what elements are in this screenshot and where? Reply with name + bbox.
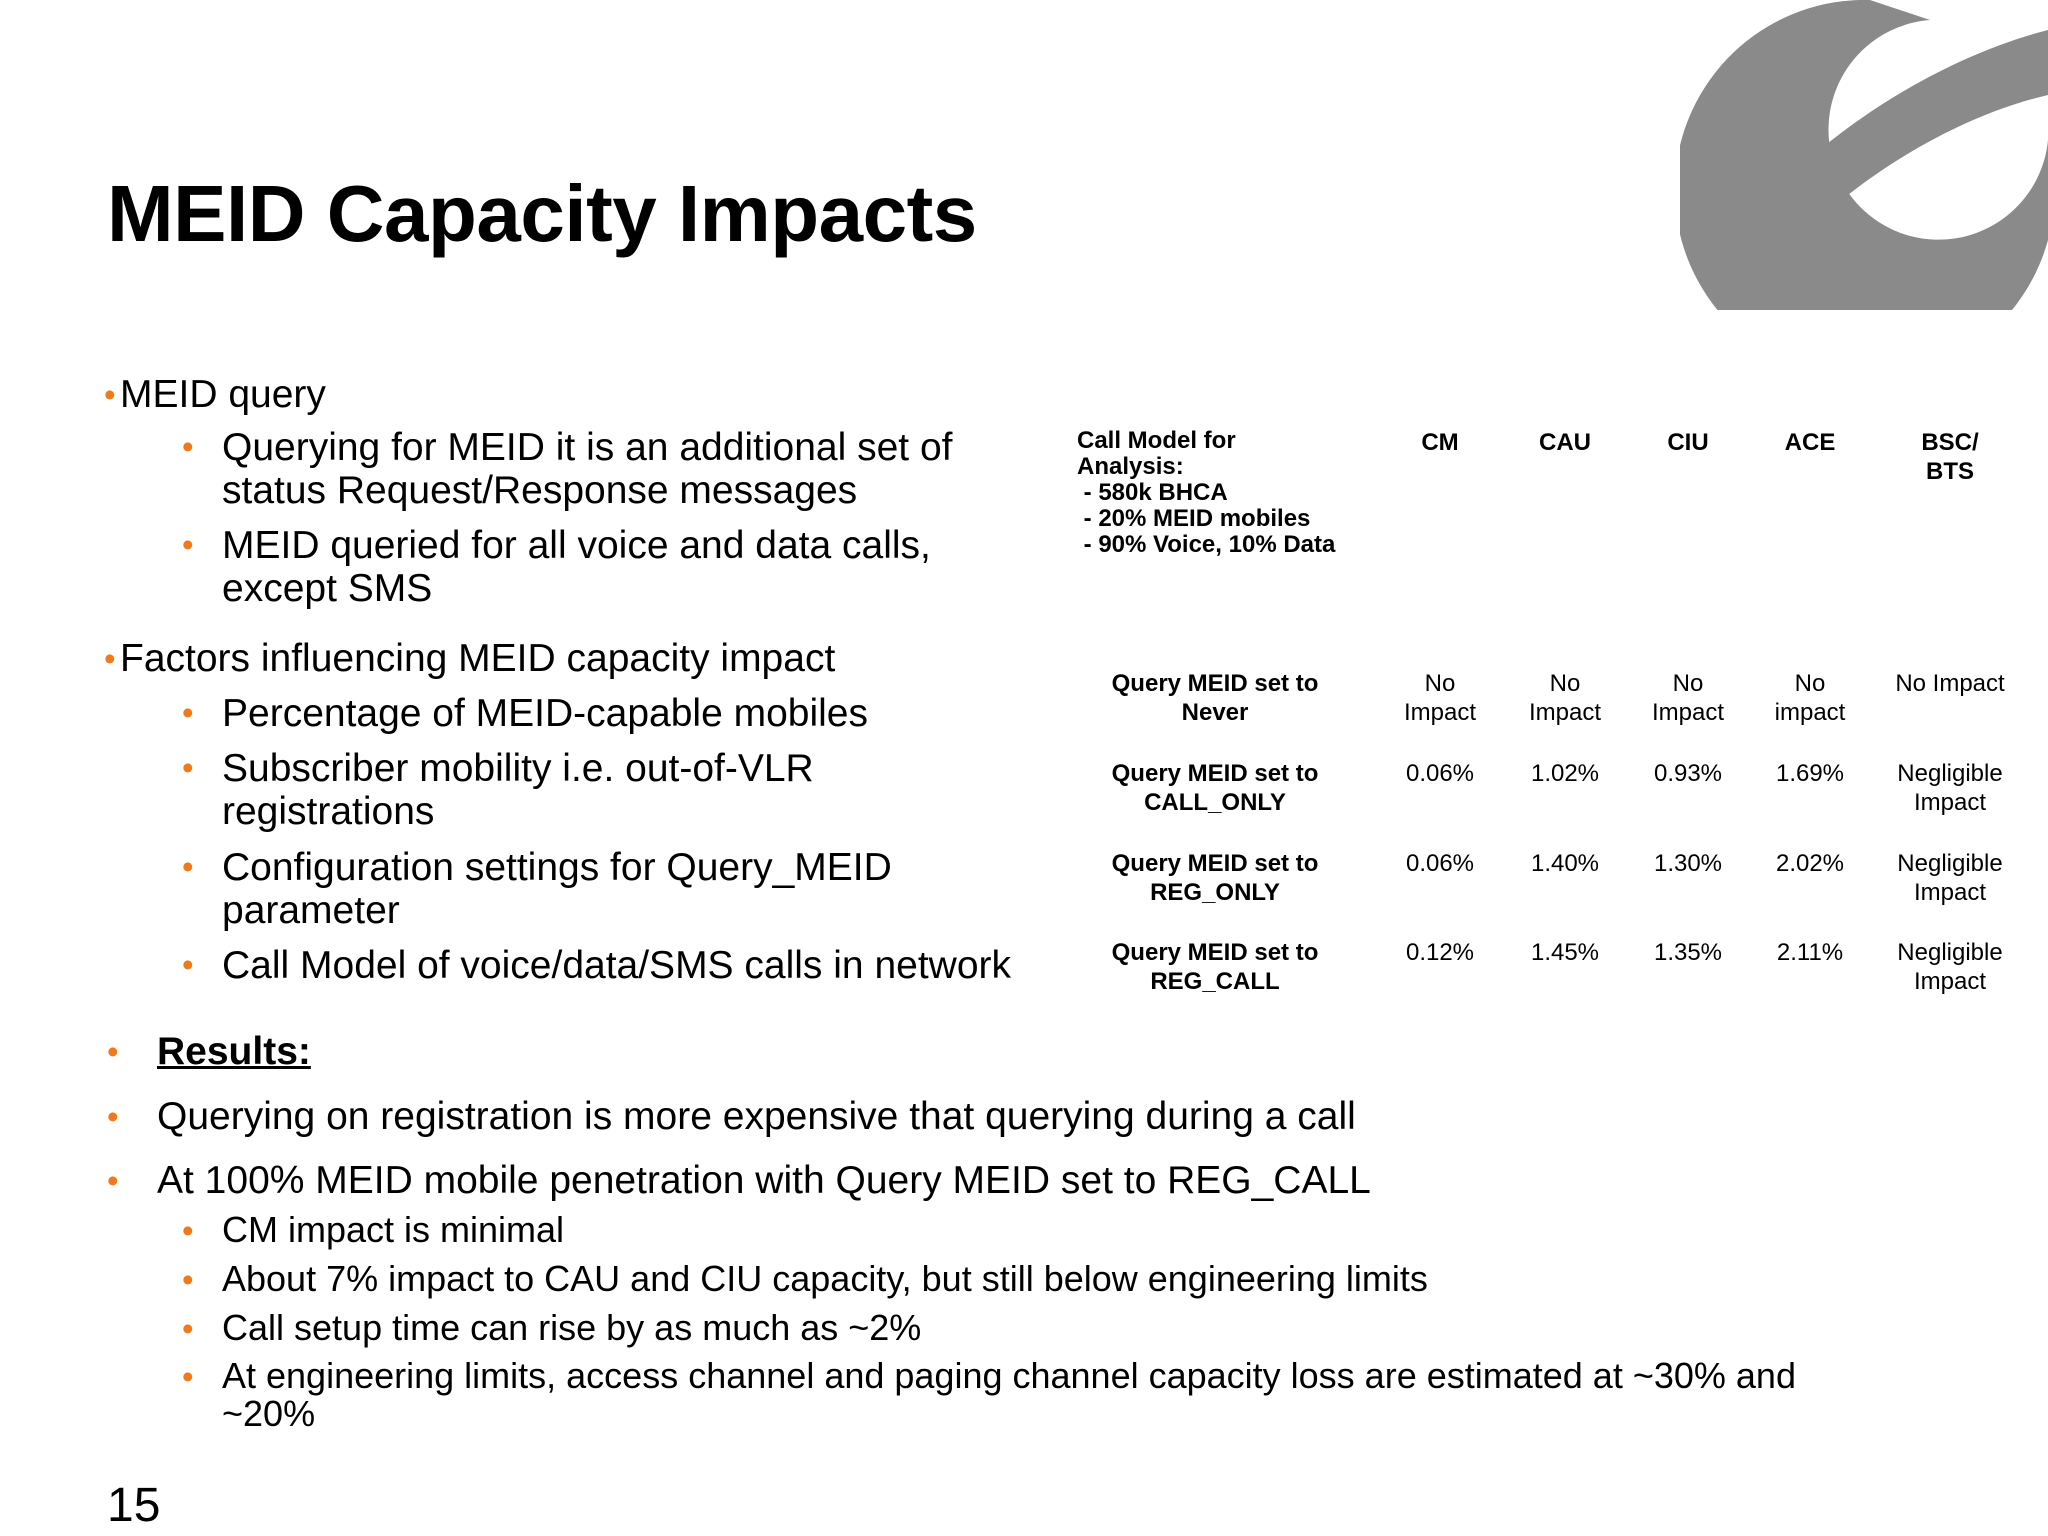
table-cell: No Impact (1403, 670, 1477, 726)
col-header-cm: CM (1421, 429, 1459, 456)
company-logo (1680, 0, 2048, 310)
sub-bullet: Subscriber mobility i.e. out-of-VLR (222, 747, 814, 790)
table-cell: 0.06% (1405, 760, 1475, 787)
row-label: Query MEID set to Never (1111, 670, 1319, 726)
bullet-factors: Factors influencing MEID capacity impact (120, 637, 836, 680)
table-cell: Negligible Impact (1897, 760, 2003, 816)
page-number: 15 (107, 1479, 161, 1532)
results-item: At 100% MEID mobile penetration with Query MEID set to REG_CALL (157, 1159, 1371, 1202)
table-cell: No Impact (1895, 670, 2005, 697)
sub-bullet: Configuration settings for Query_MEID (222, 846, 892, 889)
col-header-ciu: CIU (1667, 429, 1709, 456)
table-cell: No Impact (1528, 670, 1602, 726)
results-heading: Results: (157, 1030, 311, 1073)
row-label: Query MEID set to CALL_ONLY (1111, 760, 1319, 816)
call-model-label: Call Model for Analysis: - 580k BHCA - 20% MEID mobiles - 90% Voice, 10% Data (1077, 427, 1336, 558)
bullet-dot: • (104, 640, 116, 677)
sub-bullet-cont: registrations (222, 790, 435, 833)
sub-bullet: MEID queried for all voice and data calls, (222, 524, 931, 567)
results-sub-item: CM impact is minimal (222, 1209, 565, 1250)
bullet-dot: • (104, 376, 116, 413)
bullet-dot: • (182, 1212, 194, 1249)
col-header-ace: ACE (1784, 429, 1836, 456)
table-cell: 1.40% (1530, 850, 1600, 877)
results-item: Querying on registration is more expensive that querying during a call (157, 1095, 1356, 1138)
table-cell: 1.69% (1775, 760, 1845, 787)
table-cell: 2.11% (1776, 939, 1844, 966)
results-sub-item: Call setup time can rise by as much as ~2% (222, 1307, 922, 1348)
results-sub-item-cont: ~20% (222, 1393, 316, 1434)
table-cell: 1.30% (1653, 850, 1723, 877)
table-cell: Negligible Impact (1897, 939, 2003, 995)
slide-title: MEID Capacity Impacts (107, 169, 977, 258)
bullet-dot: • (107, 1033, 119, 1070)
row-label: Query MEID set to REG_ONLY (1111, 850, 1319, 906)
sub-bullet: Querying for MEID it is an additional set of (222, 426, 953, 469)
bullet-dot: • (182, 428, 194, 465)
row-label: Query MEID set to REG_CALL (1111, 939, 1319, 995)
bullet-dot: • (182, 749, 194, 786)
sub-bullet-cont: parameter (222, 889, 400, 932)
bullet-dot: • (182, 1310, 194, 1347)
sub-bullet-cont: except SMS (222, 567, 433, 610)
bullet-dot: • (182, 1358, 194, 1395)
table-cell: 1.45% (1530, 939, 1600, 966)
table-cell: 0.06% (1405, 850, 1475, 877)
bullet-dot: • (182, 848, 194, 885)
table-cell: 1.35% (1653, 939, 1723, 966)
results-sub-item: At engineering limits, access channel and paging channel capacity loss are estimated at ~30% and (222, 1355, 1796, 1396)
table-cell: Negligible Impact (1897, 850, 2003, 906)
results-sub-item: About 7% impact to CAU and CIU capacity, but still below engineering limits (222, 1258, 1428, 1299)
bullet-meid-query: MEID query (120, 373, 326, 416)
table-cell: No Impact (1651, 670, 1725, 726)
bullet-dot: • (182, 946, 194, 983)
bullet-dot: • (182, 1261, 194, 1298)
bullet-dot: • (107, 1162, 119, 1199)
table-cell: 0.93% (1653, 760, 1723, 787)
bullet-dot: • (182, 526, 194, 563)
table-cell: 0.12% (1405, 939, 1475, 966)
table-cell: No impact (1774, 670, 1846, 726)
bullet-dot: • (107, 1098, 119, 1135)
sub-bullet: Call Model of voice/data/SMS calls in network (222, 944, 1012, 987)
table-cell: 2.02% (1775, 850, 1845, 877)
col-header-cau: CAU (1539, 429, 1591, 456)
table-cell: 1.02% (1530, 760, 1600, 787)
sub-bullet: Percentage of MEID-capable mobiles (222, 692, 868, 735)
bullet-dot: • (182, 694, 194, 731)
sub-bullet-cont: status Request/Response messages (222, 469, 858, 512)
col-header-bsc-bts: BSC/ BTS (1921, 429, 1979, 485)
